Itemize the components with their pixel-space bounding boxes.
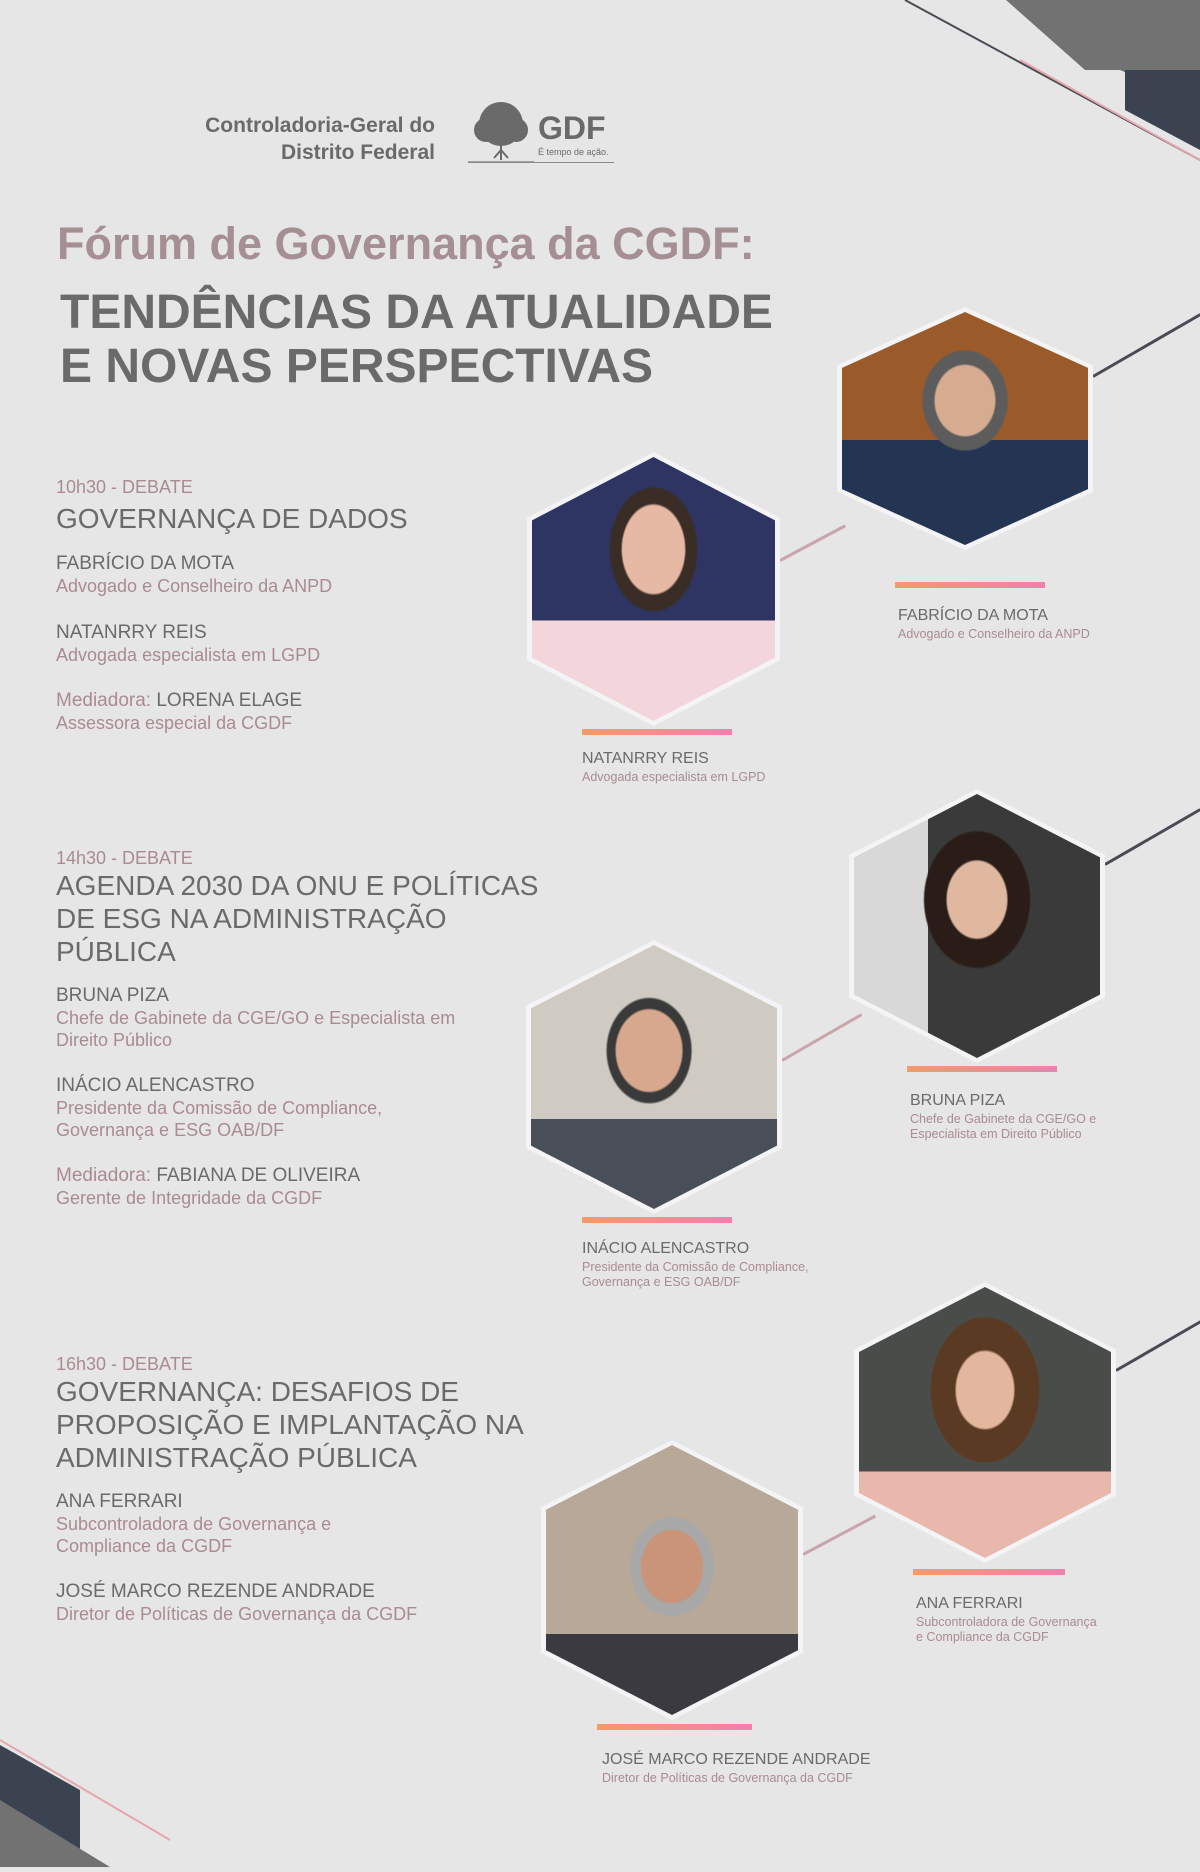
event-subtitle: TENDÊNCIAS DA ATUALIDADE E NOVAS PERSPECTIVAS: [60, 286, 773, 393]
accent-bar: [913, 1569, 1065, 1575]
connector-line: [781, 1013, 862, 1062]
connector-line: [1115, 1320, 1200, 1372]
event-title: Fórum de Governança da CGDF:: [57, 218, 755, 269]
speaker-photo-jose: [541, 1440, 803, 1720]
accent-bar: [907, 1066, 1057, 1072]
session-1: 10h30 - DEBATE GOVERNANÇA DE DADOS FABRÍCIO DA MOTA Advogado e Conselheiro da ANPD NATANRRY REIS Advogada especialista em LGPD Mediadora: LORENA ELAGE Assessora especial da CGDF: [56, 477, 536, 734]
speaker-photo-natanrry: [527, 452, 780, 726]
org-name: Controladoria-Geral do Distrito Federal: [205, 114, 435, 164]
accent-bar: [597, 1724, 752, 1730]
corner-decoration-bottom: [0, 1730, 220, 1867]
speaker-photo-bruna: [849, 789, 1105, 1063]
speaker: JOSÉ MARCO REZENDE ANDRADE Diretor de Políticas de Governança da CGDF: [56, 1581, 418, 1624]
speaker: NATANRRY REIS Advogada especialista em LGPD: [56, 622, 321, 665]
connector-line: [802, 1515, 876, 1556]
divider: [468, 162, 614, 163]
speaker: FABRÍCIO DA MOTA Advogado e Conselheiro da ANPD: [56, 553, 333, 596]
speaker-photo-inacio: [526, 940, 782, 1214]
connector-line: [1104, 808, 1200, 866]
connector-line: [1092, 313, 1200, 378]
speaker: INÁCIO ALENCASTRO Presidente da Comissão de Compliance, Governança e ESG OAB/DF: [56, 1075, 383, 1140]
tree-icon: [468, 100, 534, 164]
speaker-photo-ana: [854, 1282, 1116, 1563]
session-3: 16h30 - DEBATE GOVERNANÇA: DESAFIOS DE PROPOSIÇÃO E IMPLANTAÇÃO NA ADMINISTRAÇÃO PÚBLICA ANA FERRARI Subcontroladora de Governança e Compliance da CGDF JOSÉ MARCO REZENDE ANDRADE Diretor de Políticas de Governança da CGDF: [56, 1354, 556, 1625]
accent-bar: [582, 729, 732, 735]
accent-bar: [582, 1217, 732, 1223]
moderator: Mediadora: FABIANA DE OLIVEIRA Gerente de Integridade da CGDF: [56, 1165, 361, 1208]
accent-bar: [895, 582, 1045, 588]
gdf-logo: GDF É tempo de ação.: [468, 100, 618, 166]
speaker-photo-fabricio: [837, 307, 1093, 550]
moderator: Mediadora: LORENA ELAGE Assessora especial da CGDF: [56, 690, 303, 733]
speaker: ANA FERRARI Subcontroladora de Governança e Compliance da CGDF: [56, 1491, 332, 1556]
speaker: BRUNA PIZA Chefe de Gabinete da CGE/GO e Especialista em Direito Público: [56, 985, 456, 1050]
session-2: 14h30 - DEBATE AGENDA 2030 DA ONU E POLÍTICAS DE ESG NA ADMINISTRAÇÃO PÚBLICA BRUNA PIZA Chefe de Gabinete da CGE/GO e Especialista em Direito Público INÁCIO ALENCASTRO Presidente da Comissão de Compliance, Governança e ESG OAB/DF Mediadora: FABIANA DE OLIVEIRA Gerente de Integridade da CGDF: [56, 848, 556, 1209]
connector-line: [779, 524, 846, 561]
